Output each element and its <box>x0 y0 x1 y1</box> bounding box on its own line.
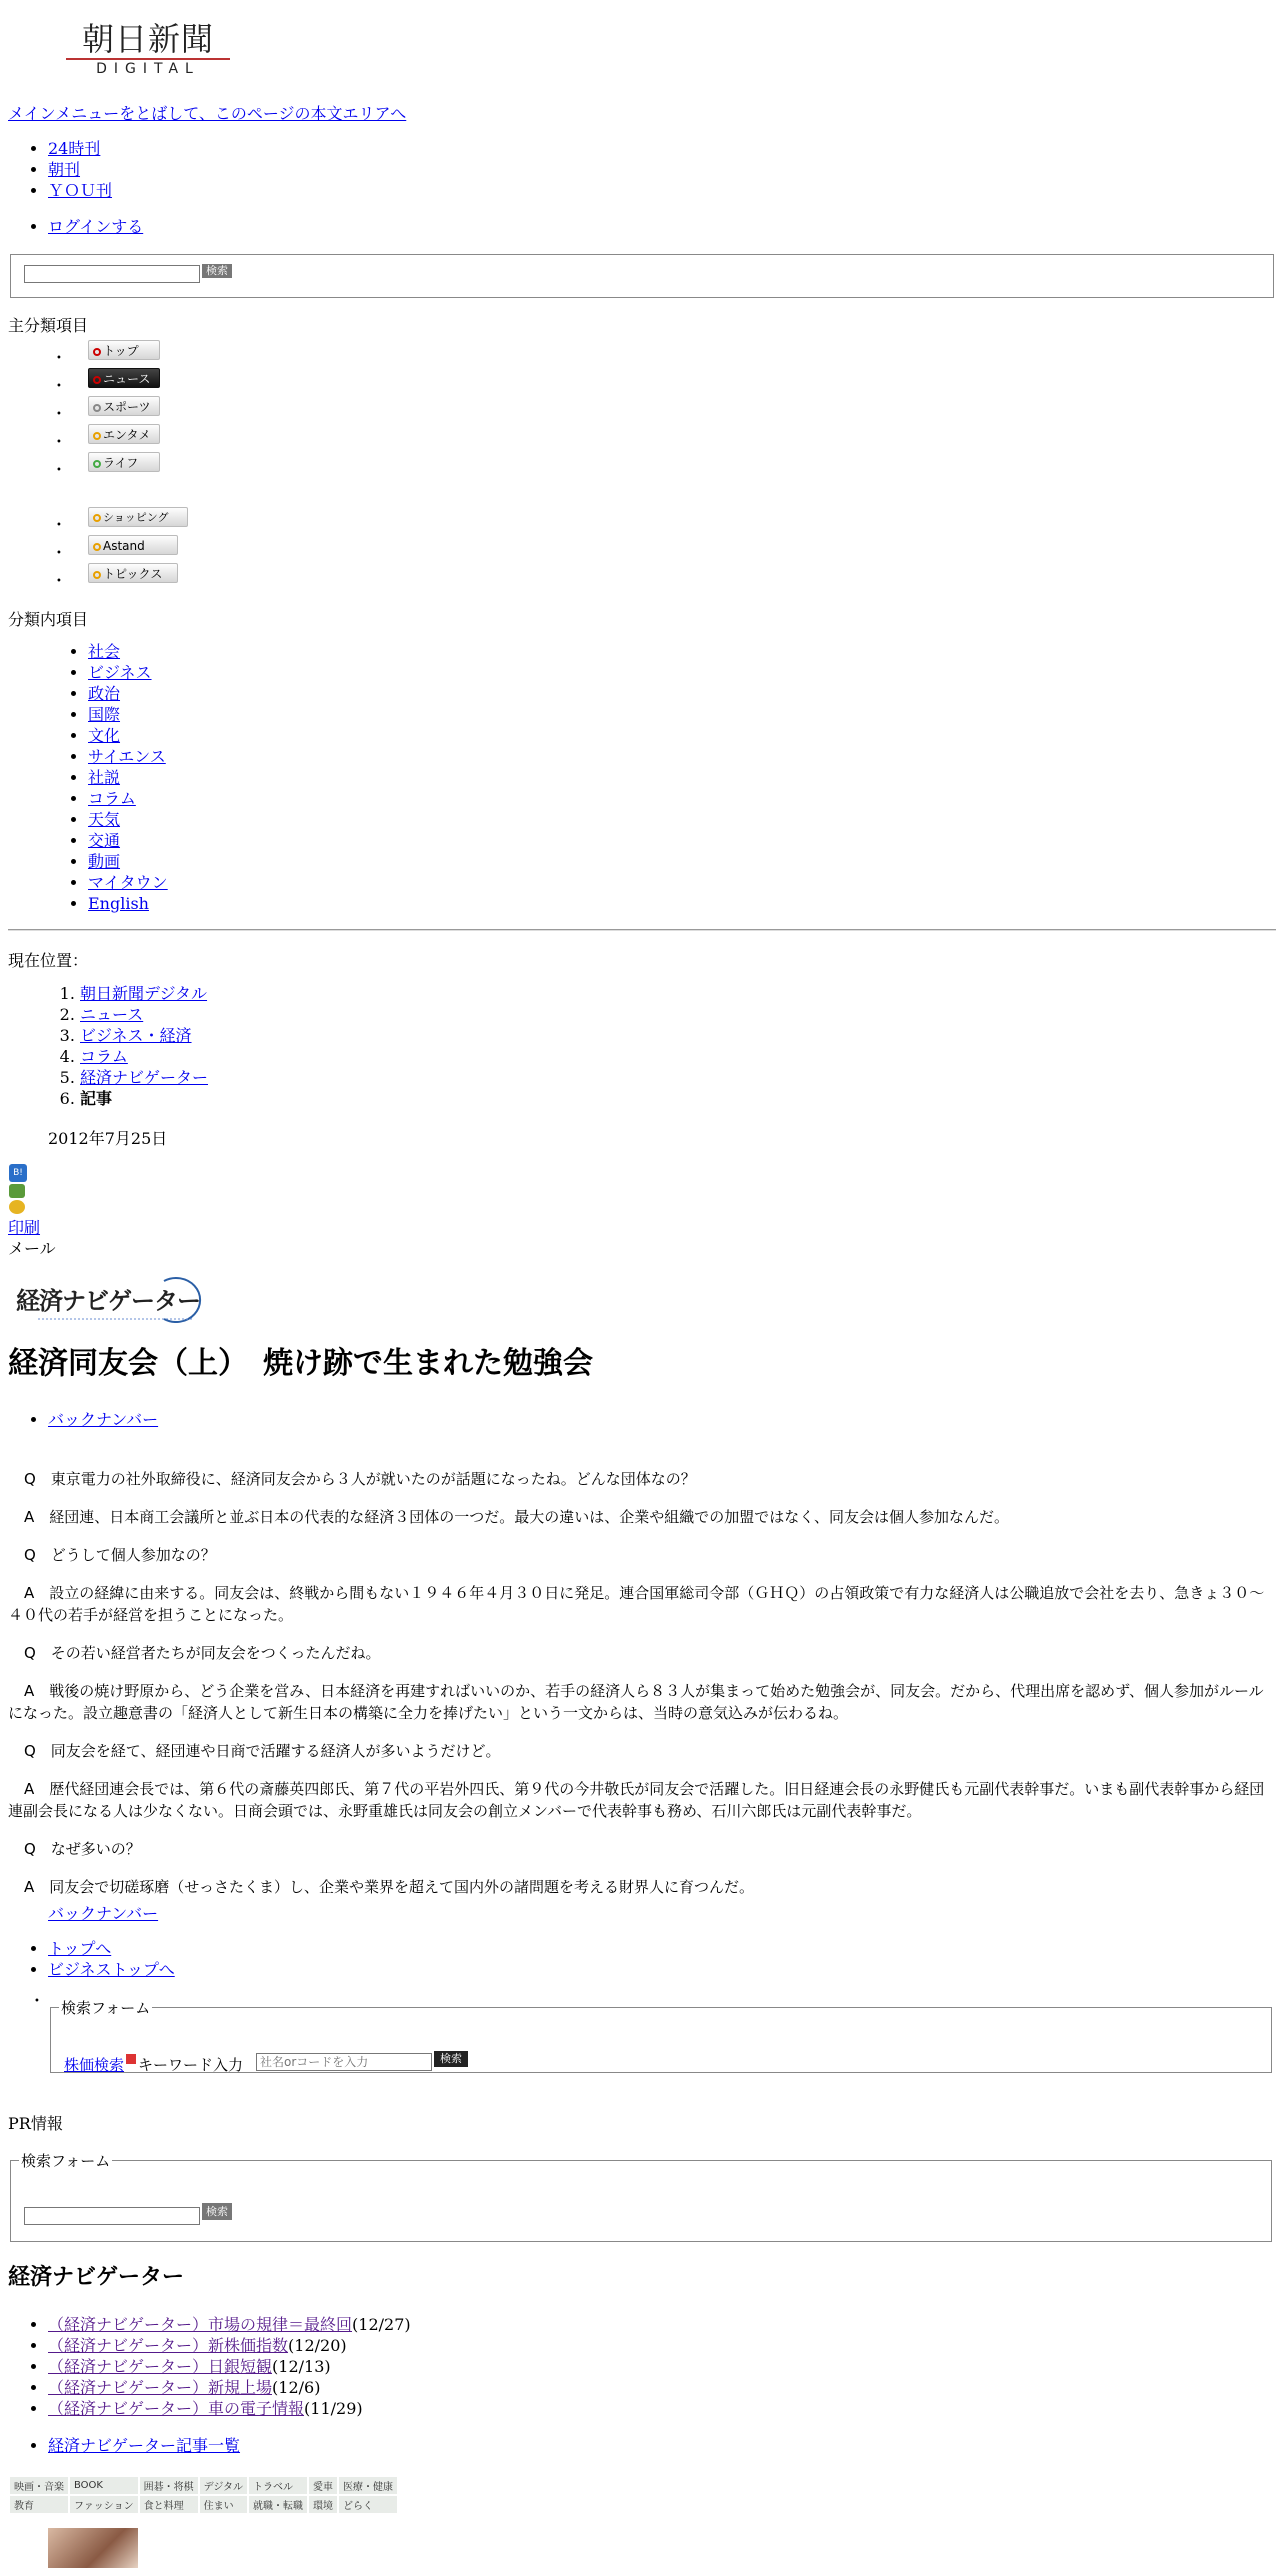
breadcrumb-link-home[interactable]: 朝日新聞デジタル <box>80 984 208 1003</box>
sidebar-article-date: (12/27) <box>352 2315 411 2334</box>
circle-icon <box>93 460 101 468</box>
bullet: • <box>56 520 62 531</box>
category-cell[interactable]: 医療・健康 <box>339 2477 397 2494</box>
stock-search-legend: 検索フォーム <box>61 1999 151 2017</box>
breadcrumb-label: 現在位置： <box>8 951 89 970</box>
sub-nav-item <box>88 746 168 767</box>
bullet: • <box>34 1996 40 2007</box>
article-body <box>8 1468 1278 1914</box>
circle-icon <box>93 543 101 551</box>
bullet: • <box>56 465 62 476</box>
divider <box>8 929 1276 931</box>
tab-label: トップ <box>103 344 139 358</box>
article-date: 2012年7月25日 <box>48 1129 168 1148</box>
article-paragraph: Q なぜ多いの？ <box>24 1840 141 1858</box>
sidebar-article-date: (11/29) <box>304 2399 363 2418</box>
article-paragraph: Q その若い経営者たちが同友会をつくったんだね。 <box>24 1644 381 1662</box>
circle-icon <box>93 571 101 579</box>
tab-label: トピックス <box>103 567 163 581</box>
top-search-input[interactable] <box>24 265 200 283</box>
tab-label: ショッピング <box>103 511 169 524</box>
list-item <box>48 2435 240 2456</box>
edition-link-24h[interactable]: 24時刊 <box>48 139 101 158</box>
article-title: 経済同友会（上） 焼け跡で生まれた勉強会 <box>8 1346 593 1381</box>
stock-search-form <box>50 1997 1272 2073</box>
article-paragraph: Q 東京電力の社外取締役に、経済同友会から３人が就いたのが話題になったね。どんな団体なの？ <box>24 1470 696 1488</box>
edition-item <box>48 159 112 180</box>
backnumber-item <box>48 1409 158 1430</box>
article-paragraph: A 設立の経緯に由来する。同友会は、終戦から間もない１９４６年４月３０日に発足。連合国軍総司令部（ＧＨＱ）の占領政策で有力な経済人は公職追放で会社を去り、急きょ３０～４０代の若手が経営を担うことになった。 <box>8 1584 1265 1624</box>
sidebar-more-list <box>0 2435 240 2456</box>
mail-label: メール <box>8 1239 56 1258</box>
sub-nav-link-traffic[interactable]: 交通 <box>88 831 121 850</box>
circle-icon <box>93 404 101 412</box>
asahi-logo[interactable] <box>66 22 230 80</box>
login-link[interactable]: ログインする <box>48 217 144 236</box>
edition-link-you[interactable]: ＹＯＵ刊 <box>48 181 113 200</box>
pr-search-input[interactable] <box>24 2207 200 2225</box>
sub-nav-link-english[interactable]: English <box>88 894 149 913</box>
sub-nav-item <box>88 788 168 809</box>
sub-nav-item <box>88 725 168 746</box>
sub-nav-item <box>88 662 168 683</box>
pr-search-legend: 検索フォーム <box>21 2152 111 2170</box>
breadcrumb-item <box>80 1004 208 1025</box>
tab-label: エンタメ <box>103 428 151 442</box>
sub-nav-link-science[interactable]: サイエンス <box>88 747 166 766</box>
top-link[interactable]: トップへ <box>48 1939 112 1958</box>
pr-search-form <box>10 2150 1272 2242</box>
category-cell[interactable]: トラベル <box>249 2477 307 2494</box>
footer-link-item <box>48 1938 175 1959</box>
series-logo <box>14 1273 204 1323</box>
new-icon <box>126 2054 136 2064</box>
keyword-label: キーワード入力 <box>138 2056 244 2074</box>
tab-sports[interactable] <box>88 396 160 416</box>
sidebar-article-date: (12/20) <box>288 2336 347 2355</box>
stock-keyword-input[interactable] <box>256 2053 432 2071</box>
list-item <box>48 2398 411 2419</box>
business-top-link[interactable]: ビジネストップへ <box>48 1960 175 1979</box>
breadcrumb-item <box>80 1025 208 1046</box>
tab-entertainment[interactable] <box>88 424 160 444</box>
tab-astand[interactable] <box>88 535 178 555</box>
pr-search-button[interactable]: 検索 <box>202 2203 232 2220</box>
category-cell[interactable]: 食と料理 <box>140 2496 198 2513</box>
breadcrumb-item <box>80 1067 208 1088</box>
sub-nav-link-column[interactable]: コラム <box>88 789 136 808</box>
breadcrumb-link-news[interactable]: ニュース <box>80 1005 144 1024</box>
sub-nav-link-video[interactable]: 動画 <box>88 852 121 871</box>
breadcrumb-item <box>80 1046 208 1067</box>
article-paragraph: A 戦後の焼け野原から、どう企業を営み、日本経済を再建すればいいのか、若手の経済人ら８３人が集まって始めた勉強会が、同友会。だから、代理出席を認めず、個人参加がルールになった。設立趣意書の「経済人として新生日本の構築に全力を捧げたい」という一文からは、当時の意気込みが伝わるね。 <box>8 1682 1264 1722</box>
bullet: • <box>56 437 62 448</box>
category-cell[interactable]: 映画・音楽 <box>10 2477 68 2494</box>
sidebar-article-date: (12/6) <box>272 2378 321 2397</box>
tab-topics[interactable] <box>88 563 178 583</box>
bullet: • <box>56 381 62 392</box>
tab-top[interactable] <box>88 340 160 360</box>
series-logo-text: 経済ナビゲーター <box>16 1287 200 1315</box>
tab-news[interactable] <box>88 368 160 388</box>
sub-nav-item <box>88 830 168 851</box>
sub-nav-link-culture[interactable]: 文化 <box>88 726 121 745</box>
sub-nav-link-society[interactable]: 社会 <box>88 642 121 661</box>
sub-nav-link-international[interactable]: 国際 <box>88 705 121 724</box>
sub-nav-item <box>88 641 168 662</box>
tab-label: スポーツ <box>103 400 151 414</box>
sidebar-article-date: (12/13) <box>272 2357 331 2376</box>
edition-list <box>0 138 112 201</box>
login-item <box>48 216 143 237</box>
category-cell[interactable]: 住まい <box>200 2496 247 2513</box>
stock-search-link[interactable]: 株価検索 <box>64 2056 125 2074</box>
breadcrumb-link-column[interactable]: コラム <box>80 1047 128 1066</box>
sidebar-all-articles-link[interactable]: 経済ナビゲーター記事一覧 <box>48 2436 241 2455</box>
top-search-button[interactable]: 検索 <box>202 264 232 278</box>
list-item <box>48 2377 411 2398</box>
sub-nav-item <box>88 767 168 788</box>
category-row <box>10 2477 397 2494</box>
tab-label: ニュース <box>103 372 151 386</box>
tab-label: Astand <box>103 539 145 553</box>
sub-nav-link-politics[interactable]: 政治 <box>88 684 121 703</box>
tab-label: ライフ <box>103 456 139 470</box>
sub-nav-item <box>88 893 168 914</box>
sub-nav-item <box>88 704 168 725</box>
tab-life[interactable] <box>88 452 160 472</box>
sub-nav-item <box>88 872 168 893</box>
backnumber-link-bottom[interactable]: バックナンバー <box>48 1904 159 1923</box>
breadcrumb-link-business[interactable]: ビジネス・経済 <box>80 1026 192 1045</box>
print-link[interactable]: 印刷 <box>8 1218 41 1237</box>
pr-label: PR情報 <box>8 2114 63 2133</box>
category-cell[interactable]: デジタル <box>200 2477 247 2494</box>
article-paragraph: A 同友会で切磋琢磨（せっさたくま）し、企業や業界を超えて国内外の諸問題を考える財界人に育つんだ。 <box>24 1878 754 1896</box>
logo-subtext: DIGITAL <box>66 58 230 77</box>
sub-nav-link-editorial[interactable]: 社説 <box>88 768 121 787</box>
sidebar-heading: 経済ナビゲーター <box>8 2265 185 2290</box>
article-paragraph: A 歴代経団連会長では、第６代の斎藤英四郎氏、第７代の平岩外四氏、第９代の今井敬氏が同友会で活躍した。旧日経連会長の永野健氏も元副代表幹事だ。いまも副代表幹事から経団連副会長になる人は少なくない。日商会頭では、永野重雄氏は同友会の創立メンバーで代表幹事も務め、石川六郎氏は元副代表幹事だ。 <box>8 1780 1265 1820</box>
backnumber-list-top <box>0 1409 158 1430</box>
category-cell[interactable]: 愛車 <box>309 2477 337 2494</box>
bookmark-icon[interactable] <box>9 1184 25 1198</box>
category-cell[interactable]: 環境 <box>309 2496 337 2513</box>
sub-nav-link-business[interactable]: ビジネス <box>88 663 152 682</box>
tab-shopping[interactable] <box>88 507 188 527</box>
circle-icon <box>93 348 101 356</box>
article-paragraph: A 経団連、日本商工会議所と並ぶ日本の代表的な経済３団体の一つだ。最大の違いは、企業や組織での加盟ではなく、同友会は個人参加なんだ。 <box>24 1508 1009 1526</box>
category-cell[interactable]: どらく <box>339 2496 397 2513</box>
article-paragraph: Q 同友会を経て、経団連や日商で活躍する経済人が多いようだけど。 <box>24 1742 501 1760</box>
series-logo-swoosh <box>14 1273 204 1323</box>
list-item <box>48 2314 411 2335</box>
circle-icon <box>93 376 101 384</box>
stock-search-button[interactable]: 検索 <box>434 2051 468 2067</box>
sub-nav-list <box>40 641 168 914</box>
list-item <box>48 2335 411 2356</box>
sub-nav-item <box>88 851 168 872</box>
sub-nav-label: 分類内項目 <box>8 610 89 629</box>
breadcrumb-item <box>80 1088 208 1109</box>
category-cell[interactable]: ファッション <box>70 2496 138 2513</box>
backnumber-link[interactable]: バックナンバー <box>48 1410 159 1429</box>
sub-nav-item <box>88 809 168 830</box>
category-cell[interactable]: 就職・転職 <box>249 2496 307 2513</box>
stock-search-row <box>64 2054 243 2075</box>
edition-link-morning[interactable]: 朝刊 <box>48 160 81 179</box>
sub-nav-link-weather[interactable]: 天気 <box>88 810 121 829</box>
category-row <box>10 2496 397 2513</box>
hatena-bookmark-icon[interactable]: B! <box>9 1164 27 1182</box>
edition-item <box>48 138 112 159</box>
category-cell[interactable]: 囲碁・将棋 <box>140 2477 198 2494</box>
category-grid <box>8 2475 399 2515</box>
bullet: • <box>56 409 62 420</box>
sidebar-article-link[interactable]: （経済ナビゲーター）日銀短観 <box>48 2357 273 2376</box>
list-item <box>48 2356 411 2377</box>
sub-nav-item <box>88 683 168 704</box>
sub-nav-link-mytown[interactable]: マイタウン <box>88 873 168 892</box>
edition-item <box>48 180 112 201</box>
article-footer-links <box>0 1938 175 1980</box>
footer-link-item <box>48 1959 175 1980</box>
circle-icon <box>93 432 101 440</box>
sidebar-article-link[interactable]: （経済ナビゲーター）車の電子情報 <box>48 2399 305 2418</box>
skip-nav-link[interactable]: メインメニューをとばして、このページの本文エリアへ <box>8 104 407 123</box>
sidebar-article-link[interactable]: （経済ナビゲーター）新株価指数 <box>48 2336 289 2355</box>
breadcrumb-current: 記事 <box>80 1089 113 1108</box>
breadcrumb-item <box>80 983 208 1004</box>
circle-icon <box>93 514 101 522</box>
category-cell[interactable]: 教育 <box>10 2496 68 2513</box>
login-list <box>0 216 143 237</box>
bullet: • <box>56 548 62 559</box>
breadcrumb-link-navigator[interactable]: 経済ナビゲーター <box>80 1068 209 1087</box>
promo-thumbnail[interactable] <box>48 2528 138 2568</box>
logo-text: 朝日新聞 <box>81 20 214 58</box>
top-search-form <box>10 254 1274 298</box>
category-cell[interactable]: BOOK <box>70 2477 138 2494</box>
sidebar-article-link[interactable]: （経済ナビゲーター）新規上場 <box>48 2378 273 2397</box>
article-paragraph: Q どうして個人参加なの？ <box>24 1546 216 1564</box>
share-icon[interactable] <box>9 1200 25 1214</box>
main-nav-label: 主分類項目 <box>8 316 89 335</box>
breadcrumb <box>0 983 208 1109</box>
sidebar-article-list <box>0 2314 411 2419</box>
sidebar-article-link[interactable]: （経済ナビゲーター）市場の規律＝最終回 <box>48 2315 353 2334</box>
bullet: • <box>56 576 62 587</box>
bullet: • <box>56 353 62 364</box>
